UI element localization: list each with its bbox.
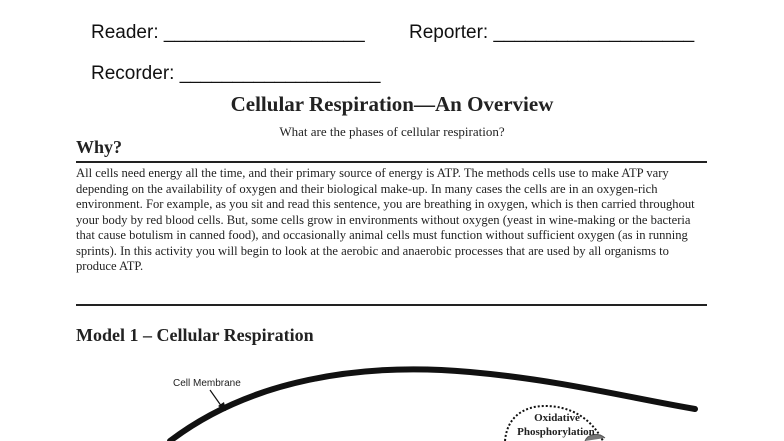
page-title: Cellular Respiration—An Overview [230, 92, 554, 116]
recorder-field[interactable]: Recorder: ___________________ [91, 63, 381, 84]
divider-bottom [76, 304, 707, 306]
reporter-field[interactable]: Reporter: ___________________ [409, 22, 695, 43]
cell-membrane-curve [170, 369, 695, 441]
model-heading: Model 1 – Cellular Respiration [76, 325, 314, 345]
phosphorylation-label: Phosphorylation [517, 426, 595, 438]
why-heading: Why? [76, 137, 123, 157]
divider-top [76, 161, 707, 163]
oxidative-label: Oxidative [534, 412, 580, 424]
reader-field[interactable]: Reader: ___________________ [91, 22, 365, 43]
why-paragraph: All cells need energy all the time, and their primary source of energy is ATP. The methods cells use to make ATP vary depending on the availability of oxygen and their biological make-up. In many cases the cells are in an oxygen-rich environment. For example, as you sit and read this sentence, you are breathing in oxygen, which is then carried throughout your body by red blood cells. But, some cells grow in environments without oxygen (yeast in wine-making or the bacteria that cause botulism in canned food), and occasionally animal cells must function without sufficient oxygen (as in running sprints). In this activity you will begin to look at the aerobic and anaerobic processes that are used by all organisms to produce ATP. [76, 166, 695, 273]
guiding-question: What are the phases of cellular respiration? [279, 124, 505, 139]
cell-membrane-pointer [210, 390, 222, 407]
cellular-respiration-diagram [0, 360, 784, 441]
cell-membrane-label: Cell Membrane [173, 378, 241, 389]
